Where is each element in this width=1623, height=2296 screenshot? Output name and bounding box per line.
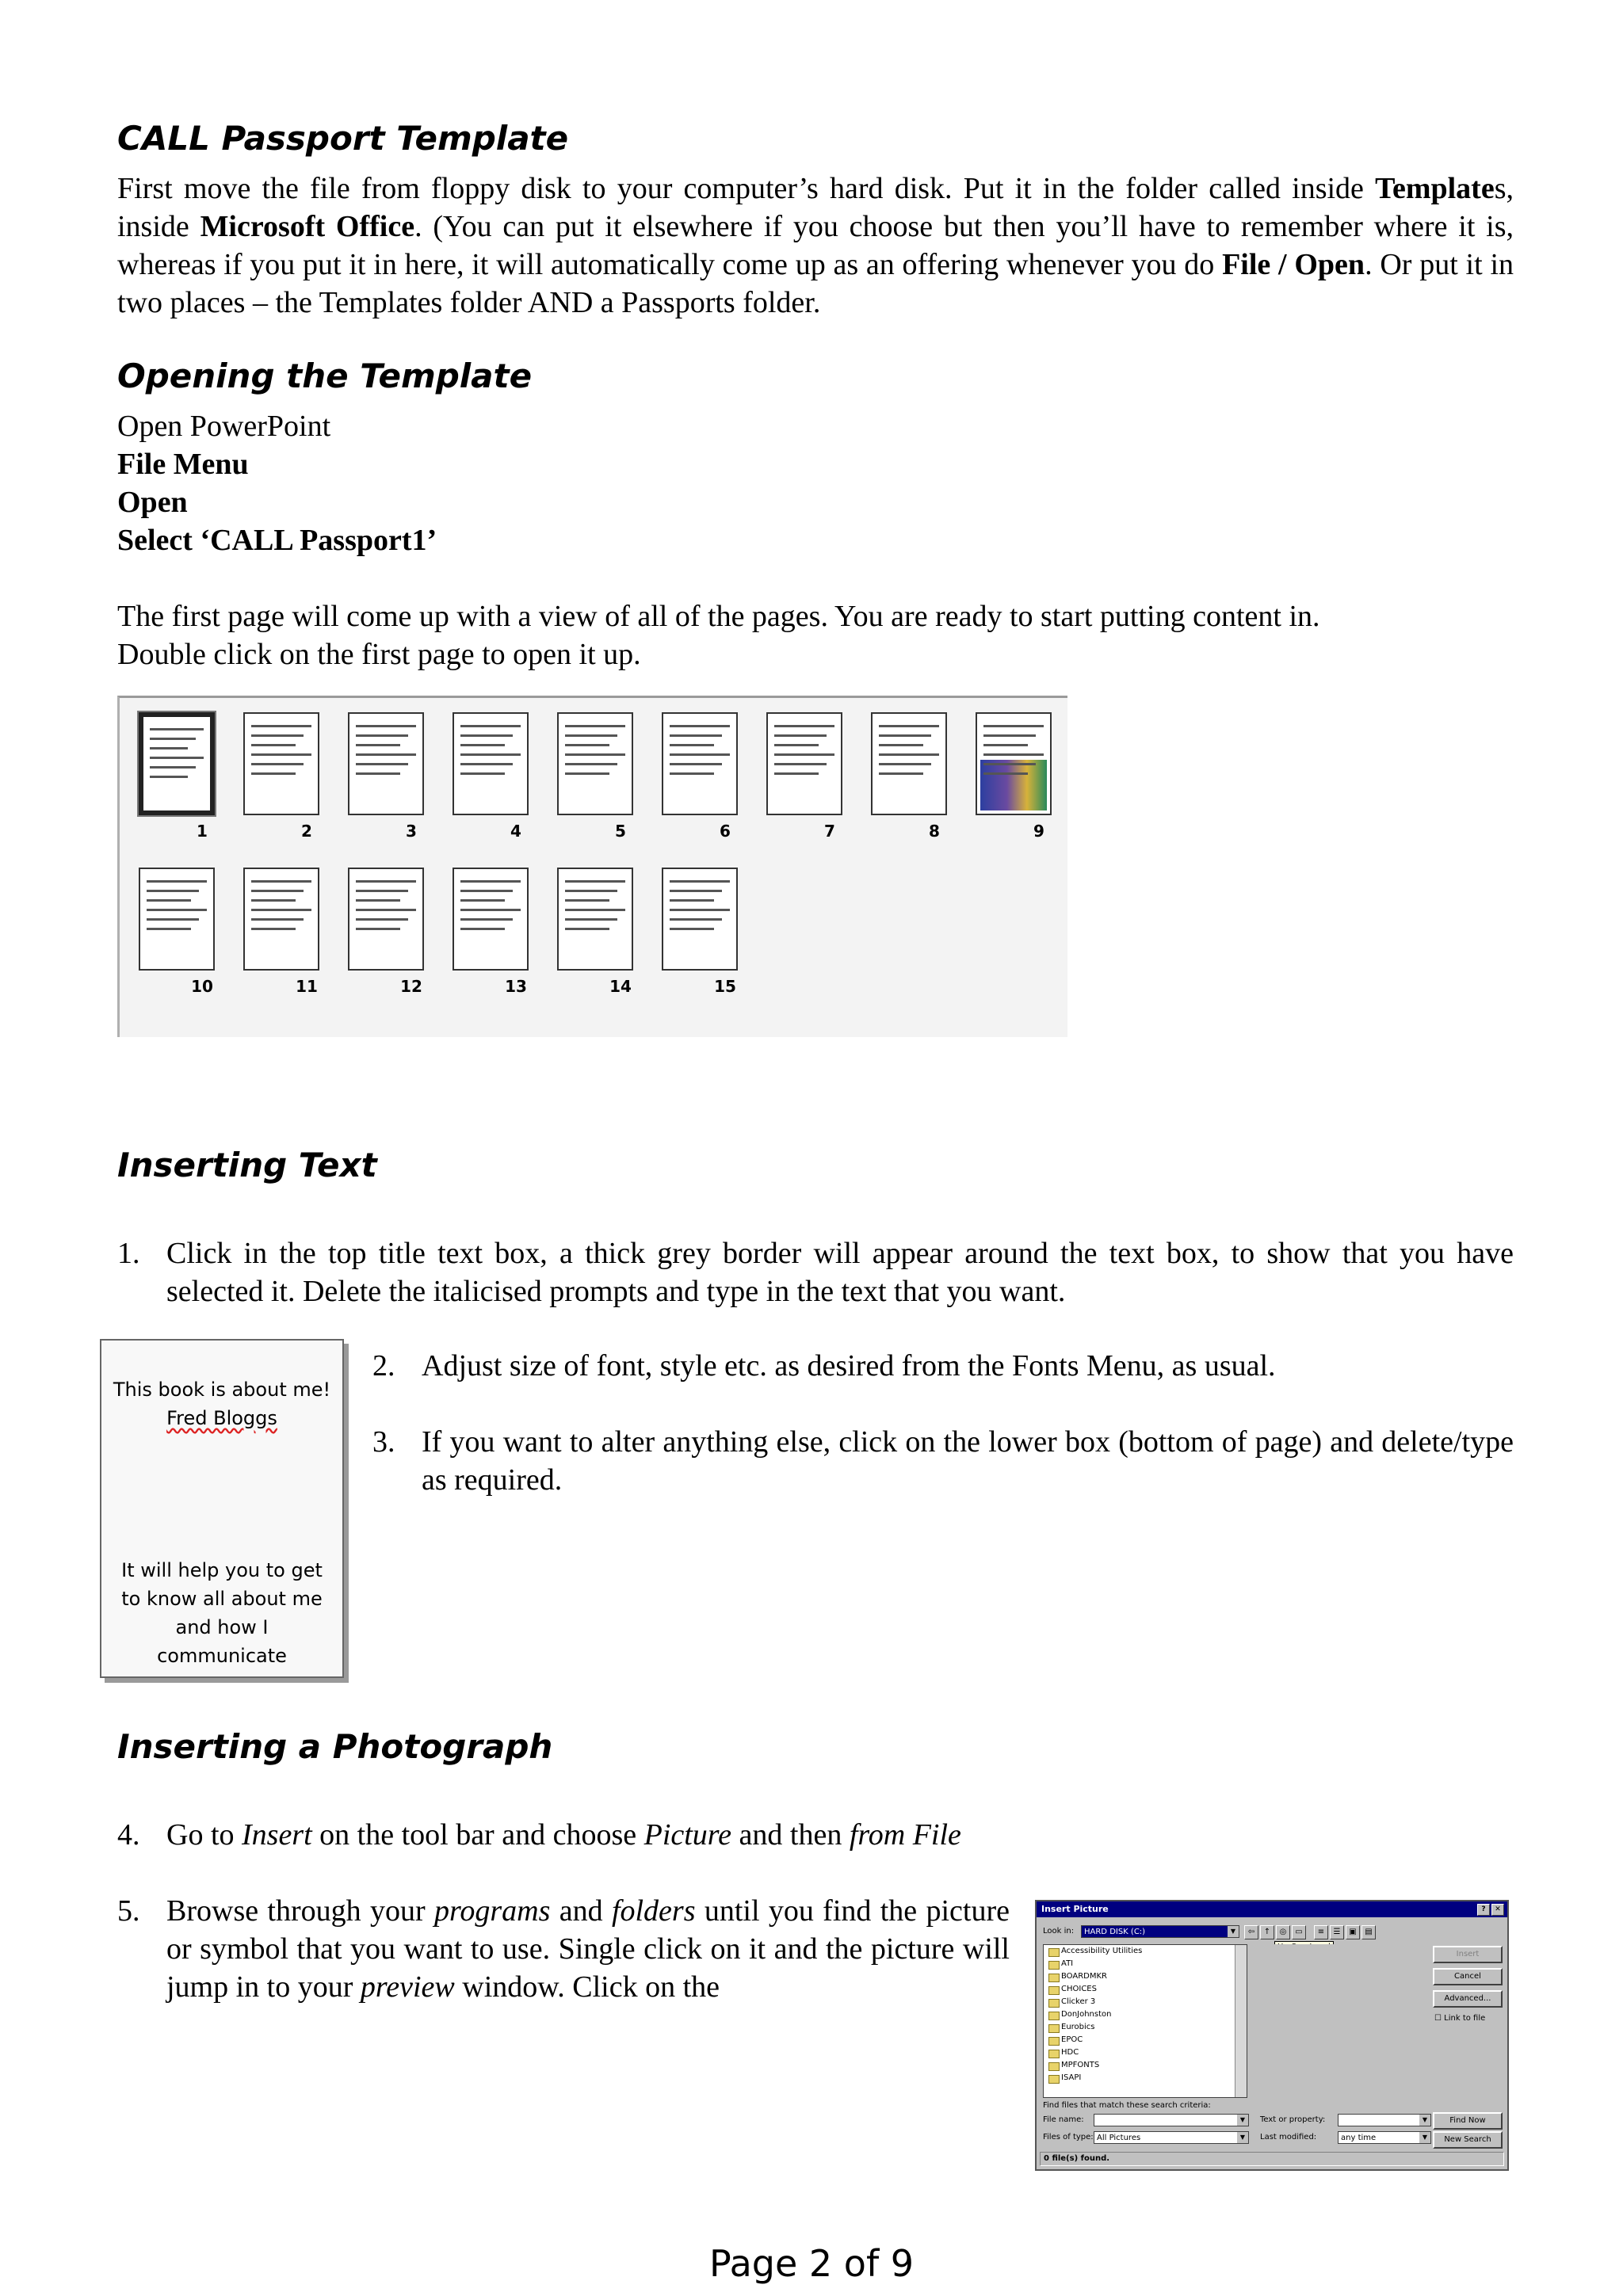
thumbnail-text-line [150, 757, 204, 759]
slide-thumbnail[interactable] [976, 712, 1052, 815]
thumbnail-text-line [879, 772, 923, 775]
last-modified-select[interactable]: any time ▼ [1338, 2131, 1431, 2144]
dialog-title-bar [1037, 1901, 1507, 1917]
look-in-select[interactable]: HARD DISK (C:) ▼ [1081, 1925, 1239, 1938]
slide-number: 7 [824, 822, 835, 841]
thumbnail-text-line [356, 744, 400, 746]
thumbnail-text-line [983, 725, 1044, 727]
slide-title-box [101, 1375, 342, 1432]
new-search-button[interactable]: New Search [1433, 2131, 1503, 2149]
thumbnail-text-line [460, 899, 505, 902]
thumbnail-text-line [879, 763, 931, 765]
thumbnail-text-line [251, 890, 304, 892]
thumbnail-text-line [565, 918, 617, 921]
thumbnail-text-line [251, 734, 304, 737]
list-text: Go to Insert on the tool bar and choose Picture and then from File [166, 1818, 961, 1852]
step-file-menu: File Menu [117, 448, 249, 481]
thumbnail-text-line [460, 725, 521, 727]
preview-pane [1252, 1944, 1425, 2096]
dialog-title: Insert Picture [1041, 1904, 1109, 1914]
list-item [117, 1816, 1514, 1855]
thumbnail-text-line [670, 909, 730, 911]
opening-steps [117, 407, 437, 559]
list-item[interactable]: Eurobics [1044, 2021, 1247, 2034]
slide-number: 14 [609, 977, 632, 996]
list-number: 1. [117, 1237, 140, 1270]
new-folder-icon[interactable]: ▭ [1292, 1925, 1306, 1939]
slide-thumbnail[interactable] [348, 712, 424, 815]
list-number: 3. [372, 1425, 395, 1459]
slide-thumbnail[interactable] [662, 712, 738, 815]
title-slide-example [100, 1339, 344, 1678]
thumbnail-text-line [356, 772, 400, 775]
last-modified-label: Last modified: [1260, 2133, 1317, 2142]
insert-button[interactable]: Insert [1433, 1946, 1503, 1963]
thumbnail-text-line [670, 890, 722, 892]
list-item[interactable]: DonJohnston [1044, 2008, 1247, 2021]
list-item[interactable]: EPOC [1044, 2034, 1247, 2046]
slide-number: 8 [929, 822, 940, 841]
list-number: 4. [117, 1818, 140, 1852]
insert-picture-dialog [1035, 1900, 1509, 2171]
slide-thumbnail[interactable] [453, 712, 529, 815]
list-text: If you want to alter anything else, click on the lower box (bottom of page) and delete/type as required. [422, 1425, 1514, 1497]
thumbnail-text-line [251, 772, 296, 775]
thumbnail-text-line [670, 763, 722, 765]
thumbnail-text-line [670, 725, 730, 727]
find-files-label: Find files that match these search criteria: [1043, 2101, 1211, 2110]
slide-number: 9 [1033, 822, 1044, 841]
slide-thumbnail[interactable] [139, 712, 215, 815]
thumbnail-text-line [251, 918, 304, 921]
thumbnail-text-line [460, 763, 513, 765]
list-number: 2. [372, 1349, 395, 1383]
slide-thumbnail[interactable] [766, 712, 842, 815]
thumbnail-text-line [983, 734, 1036, 737]
thumbnail-text-line [460, 909, 521, 911]
thumbnail-text-line [251, 899, 296, 902]
thumbnail-text-line [670, 880, 730, 883]
slide-thumbnail[interactable] [453, 868, 529, 971]
thumbnail-text-line [774, 763, 827, 765]
slide-number: 4 [510, 822, 521, 841]
step-select-passport: Select ‘CALL Passport1’ [117, 524, 437, 557]
step-open-powerpoint: Open PowerPoint [117, 410, 331, 443]
advanced-button[interactable]: Advanced... [1433, 1990, 1503, 2008]
list-text: Adjust size of font, style etc. as desired from the Fonts Menu, as usual. [422, 1349, 1276, 1383]
thumbnail-text-line [670, 928, 714, 930]
slide-thumbnail[interactable] [871, 712, 947, 815]
slide-sorter-screenshot [117, 696, 1067, 1037]
list-item[interactable]: MPFONTS [1044, 2059, 1247, 2072]
text-property-input[interactable]: ▼ [1338, 2114, 1431, 2126]
thumbnail-text-line [251, 880, 311, 883]
thumbnail-text-line [565, 725, 625, 727]
thumbnail-text-line [150, 776, 188, 778]
slide-thumbnail[interactable] [243, 712, 319, 815]
preview-view-icon[interactable]: ▣ [1346, 1925, 1360, 1939]
files-of-type-select[interactable]: All Pictures ▼ [1094, 2131, 1249, 2144]
thumbnail-text-line [565, 899, 609, 902]
find-now-button[interactable]: Find Now [1433, 2112, 1503, 2130]
slide-number: 1 [197, 822, 208, 841]
file-name-label: File name: [1043, 2115, 1084, 2124]
heading-inserting-text: Inserting Text [117, 1146, 377, 1184]
thumbnail-text-line [565, 753, 625, 756]
slide-number: 3 [406, 822, 417, 841]
folder-list[interactable] [1043, 1944, 1247, 2098]
thumbnail-text-line [147, 890, 199, 892]
status-bar: 0 file(s) found. [1040, 2152, 1504, 2166]
thumbnail-text-line [460, 734, 513, 737]
slide-number: 5 [615, 822, 626, 841]
thumbnail-text-line [879, 734, 931, 737]
thumbnail-text-line [565, 880, 625, 883]
file-name-input[interactable]: ▼ [1094, 2114, 1249, 2126]
files-of-type-label: Files of type: [1043, 2133, 1094, 2142]
thumbnail-text-line [147, 909, 207, 911]
thumbnail-text-line [147, 928, 191, 930]
text-property-label: Text or property: [1260, 2115, 1326, 2124]
thumbnail-text-line [356, 725, 416, 727]
thumbnail-text-line [356, 909, 416, 911]
thumbnail-text-line [670, 899, 714, 902]
thumbnail-text-line [251, 928, 296, 930]
thumbnail-text-line [356, 918, 408, 921]
intro-paragraph: First move the file from floppy disk to your computer’s hard disk. Put it in the folder called inside Templates, inside Microsoft Office. (You can put it elsewhere if you choose but then you’ll have to remember where it is, whereas if you put it in here, it will automatically come up as an offering whenever you do File / Open. Or put it in two places – the Templates folder AND a Passports folder. [117, 172, 1514, 319]
list-item[interactable]: BOARDMKR [1044, 1970, 1247, 1983]
slide-thumbnail[interactable] [662, 868, 738, 971]
slide-bottom-box: It will help you to get to know all about me and how I communicate [121, 1559, 323, 1667]
list-item[interactable]: CHOICES [1044, 1983, 1247, 1996]
list-number: 5. [117, 1894, 140, 1928]
list-item[interactable]: Accessibility Utilities [1044, 1945, 1247, 1958]
thumbnail-text-line [879, 725, 939, 727]
thumbnail-text-line [251, 744, 296, 746]
thumbnail-text-line [150, 728, 204, 730]
thumbnail-text-line [670, 918, 722, 921]
list-item [372, 1423, 1514, 1502]
thumbnail-text-line [565, 734, 617, 737]
thumbnail-text-line [774, 772, 819, 775]
list-text: Click in the top title text box, a thick grey border will appear around the text box, to show that you have selected it. Delete the italicised prompts and type in the text that you want. [166, 1237, 1514, 1308]
thumbnail-text-line [251, 725, 311, 727]
back-icon[interactable]: ⇦ [1244, 1925, 1258, 1939]
page-footer: Page 2 of 9 [708, 2242, 915, 2285]
list-item[interactable]: ATI [1044, 1958, 1247, 1970]
slide-number: 10 [191, 977, 213, 996]
heading-inserting-photograph: Inserting a Photograph [117, 1727, 553, 1766]
thumbnail-text-line [150, 766, 196, 769]
thumbnail-text-line [460, 880, 521, 883]
thumbnail-text-line [251, 909, 311, 911]
heading-opening-template: Opening the Template [117, 357, 533, 395]
thumbnail-text-line [670, 734, 722, 737]
list-item [117, 1892, 1010, 2011]
thumbnail-text-line [356, 880, 416, 883]
thumbnail-text-line [147, 918, 199, 921]
close-icon[interactable]: ✕ [1491, 1904, 1504, 1916]
thumbnail-text-line [565, 909, 625, 911]
thumbnail-text-line [356, 928, 400, 930]
photo-placeholder [980, 760, 1047, 810]
thumbnail-text-line [774, 734, 827, 737]
first-page-paragraph: The first page will come up with a view of all of the pages. You are ready to start putting content in. Double click on the first page to open it up. [117, 600, 1320, 671]
thumbnail-text-line [565, 772, 609, 775]
thumbnail-text-line [983, 753, 1044, 756]
thumbnail-text-line [670, 744, 714, 746]
list-item[interactable]: HDC [1044, 2046, 1247, 2059]
thumbnail-text-line [251, 763, 304, 765]
thumbnail-text-line [460, 890, 513, 892]
list-item [117, 1234, 1514, 1314]
thumbnail-text-line [356, 763, 408, 765]
thumbnail-text-line [460, 744, 505, 746]
slide-title-line: This book is about me! [113, 1379, 331, 1401]
thumbnail-text-line [356, 890, 408, 892]
thumbnail-text-line [460, 772, 505, 775]
slide-thumbnail[interactable] [348, 868, 424, 971]
thumbnail-text-line [356, 734, 408, 737]
slide-thumbnail[interactable] [243, 868, 319, 971]
thumbnail-text-line [879, 744, 923, 746]
slide-thumbnail[interactable] [557, 712, 633, 815]
thumbnail-text-line [565, 928, 609, 930]
properties-icon[interactable]: ▤ [1361, 1925, 1376, 1939]
thumbnail-text-line [565, 763, 617, 765]
thumbnail-text-line [670, 772, 714, 775]
thumbnail-text-line [460, 753, 521, 756]
thumbnail-text-line [774, 753, 834, 756]
details-view-icon[interactable]: ☰ [1330, 1925, 1344, 1939]
slide-name-line [101, 1404, 342, 1432]
thumbnail-text-line [460, 918, 513, 921]
thumbnail-text-line [251, 753, 311, 756]
list-item [372, 1347, 1514, 1386]
list-view-icon[interactable]: ≡ [1314, 1925, 1328, 1939]
slide-thumbnail[interactable] [139, 868, 215, 971]
thumbnail-text-line [147, 880, 207, 883]
heading-call-passport-template: CALL Passport Template [117, 119, 569, 158]
thumbnail-text-line [983, 763, 1036, 765]
slide-number: 2 [301, 822, 312, 841]
thumbnail-text-line [150, 747, 188, 749]
thumbnail-text-line [356, 899, 400, 902]
up-one-level-icon[interactable]: ↑ [1260, 1925, 1274, 1939]
help-icon[interactable]: ? [1477, 1904, 1490, 1916]
list-text: Browse through your programs and folders until you find the picture or symbol that you want to use. Single click on it and the picture will jump in to your preview window. Click on the [166, 1894, 1010, 2004]
thumbnail-text-line [147, 899, 191, 902]
link-to-file-checkbox[interactable]: ☐ Link to file [1434, 2014, 1486, 2023]
search-web-icon[interactable]: ◎ [1276, 1925, 1290, 1939]
slide-number: 12 [400, 977, 422, 996]
thumbnail-text-line [983, 772, 1028, 775]
thumbnail-text-line [879, 753, 939, 756]
thumbnail-text-line [774, 725, 834, 727]
slide-name-text: Fred Bloggs [166, 1407, 277, 1429]
thumbnail-text-line [150, 738, 196, 740]
look-in-label: Look in: [1043, 1927, 1075, 1936]
cancel-button[interactable]: Cancel [1433, 1968, 1503, 1985]
step-open: Open [117, 486, 188, 519]
thumbnail-text-line [983, 744, 1028, 746]
slide-number: 11 [296, 977, 318, 996]
list-item[interactable]: Clicker 3 [1044, 1996, 1247, 2008]
slide-number: 15 [714, 977, 736, 996]
slide-number: 6 [720, 822, 731, 841]
slide-number: 13 [505, 977, 527, 996]
thumbnail-text-line [356, 753, 416, 756]
list-item[interactable]: ISAPI [1044, 2072, 1247, 2084]
thumbnail-text-line [565, 890, 617, 892]
thumbnail-text-line [460, 928, 505, 930]
slide-thumbnail[interactable] [557, 868, 633, 971]
thumbnail-text-line [670, 753, 730, 756]
thumbnail-text-line [774, 744, 819, 746]
thumbnail-text-line [565, 744, 609, 746]
